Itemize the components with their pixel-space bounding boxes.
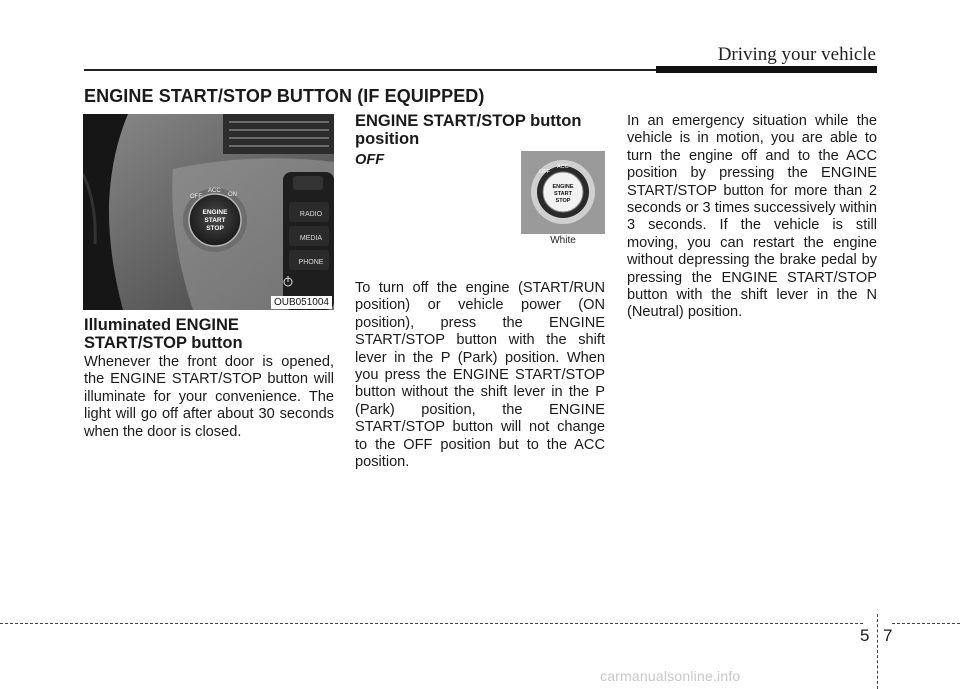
off-position-label: OFF bbox=[355, 152, 385, 168]
thumb-caption: White bbox=[521, 234, 605, 248]
footer-divider bbox=[877, 614, 878, 689]
right-body bbox=[627, 113, 877, 322]
left-body-text: Whenever the front door is opened, the ENGINE START/STOP button will illuminate for your convenience. The light will go off after about 30 seconds when the door is closed. bbox=[84, 354, 334, 440]
thumb-acc-label: ACC bbox=[557, 164, 569, 170]
button-thumbnail-illustration bbox=[521, 151, 605, 234]
middle-heading bbox=[355, 112, 615, 148]
middle-body-text: To turn off the engine (START/RUN position) or vehicle power (ON position), press the ENGINE START/STOP button with the shift lever in the P (Park) position. When you press the ENGINE START/STOP button without the shift lever in the P (Park) position, the ENGINE START/STOP button will not change to the OFF position but to the ACC position. bbox=[355, 280, 605, 471]
chapter-number: 5 bbox=[860, 626, 870, 645]
media-label: MEDIA bbox=[299, 235, 323, 242]
photo-on-label: ON bbox=[228, 192, 237, 198]
chapter-title: Driving your vehicle bbox=[717, 44, 876, 65]
watermark: carmanualsonline.info bbox=[600, 668, 741, 684]
right-body-text: In an emergency situation while the vehicle is in motion, you are able to turn the engine off and to the ACC position by pressing the ENGINE START/STOP button for more than 2 seconds or 3 times successively within 3 seconds. If the vehicle is still moving, you can restart the engine without depressing the brake pedal by pressing the ENGINE START/STOP button with the shift lever in the N (Neutral) position. bbox=[627, 113, 877, 321]
page-number: 7 bbox=[883, 626, 893, 645]
footer-rule-right bbox=[892, 623, 960, 624]
left-heading-line1: Illuminated ENGINE bbox=[84, 316, 239, 334]
photo-button-line2: START bbox=[204, 217, 226, 224]
photo-acc-label: ACC bbox=[208, 188, 221, 194]
header-bar bbox=[656, 66, 877, 73]
left-heading-line2: START/STOP button bbox=[84, 334, 243, 352]
thumb-button-line3: STOP bbox=[555, 198, 571, 204]
middle-body bbox=[355, 280, 605, 471]
thumb-button-line2: START bbox=[554, 191, 572, 197]
dashboard-illustration bbox=[83, 114, 334, 310]
figure-code: OUB051004 bbox=[271, 296, 332, 309]
middle-heading-line2: position bbox=[355, 130, 420, 148]
button-thumbnail bbox=[521, 151, 605, 248]
thumb-button-line1: ENGINE bbox=[552, 184, 574, 190]
section-title: ENGINE START/STOP BUTTON (IF EQUIPPED) bbox=[84, 86, 485, 106]
photo-off-label: OFF bbox=[190, 194, 202, 200]
thumb-off-label: OFF bbox=[539, 169, 550, 175]
radio-label: RADIO bbox=[299, 211, 323, 218]
left-heading bbox=[84, 316, 334, 352]
header-rule bbox=[84, 69, 656, 71]
dashboard-photo bbox=[83, 114, 334, 310]
photo-button-line3: STOP bbox=[206, 225, 224, 232]
phone-label: PHONE bbox=[298, 259, 324, 266]
middle-heading-line1: ENGINE START/STOP button bbox=[355, 112, 582, 130]
footer-rule-left bbox=[0, 623, 863, 624]
photo-button-line1: ENGINE bbox=[202, 209, 228, 216]
left-body bbox=[84, 354, 334, 441]
